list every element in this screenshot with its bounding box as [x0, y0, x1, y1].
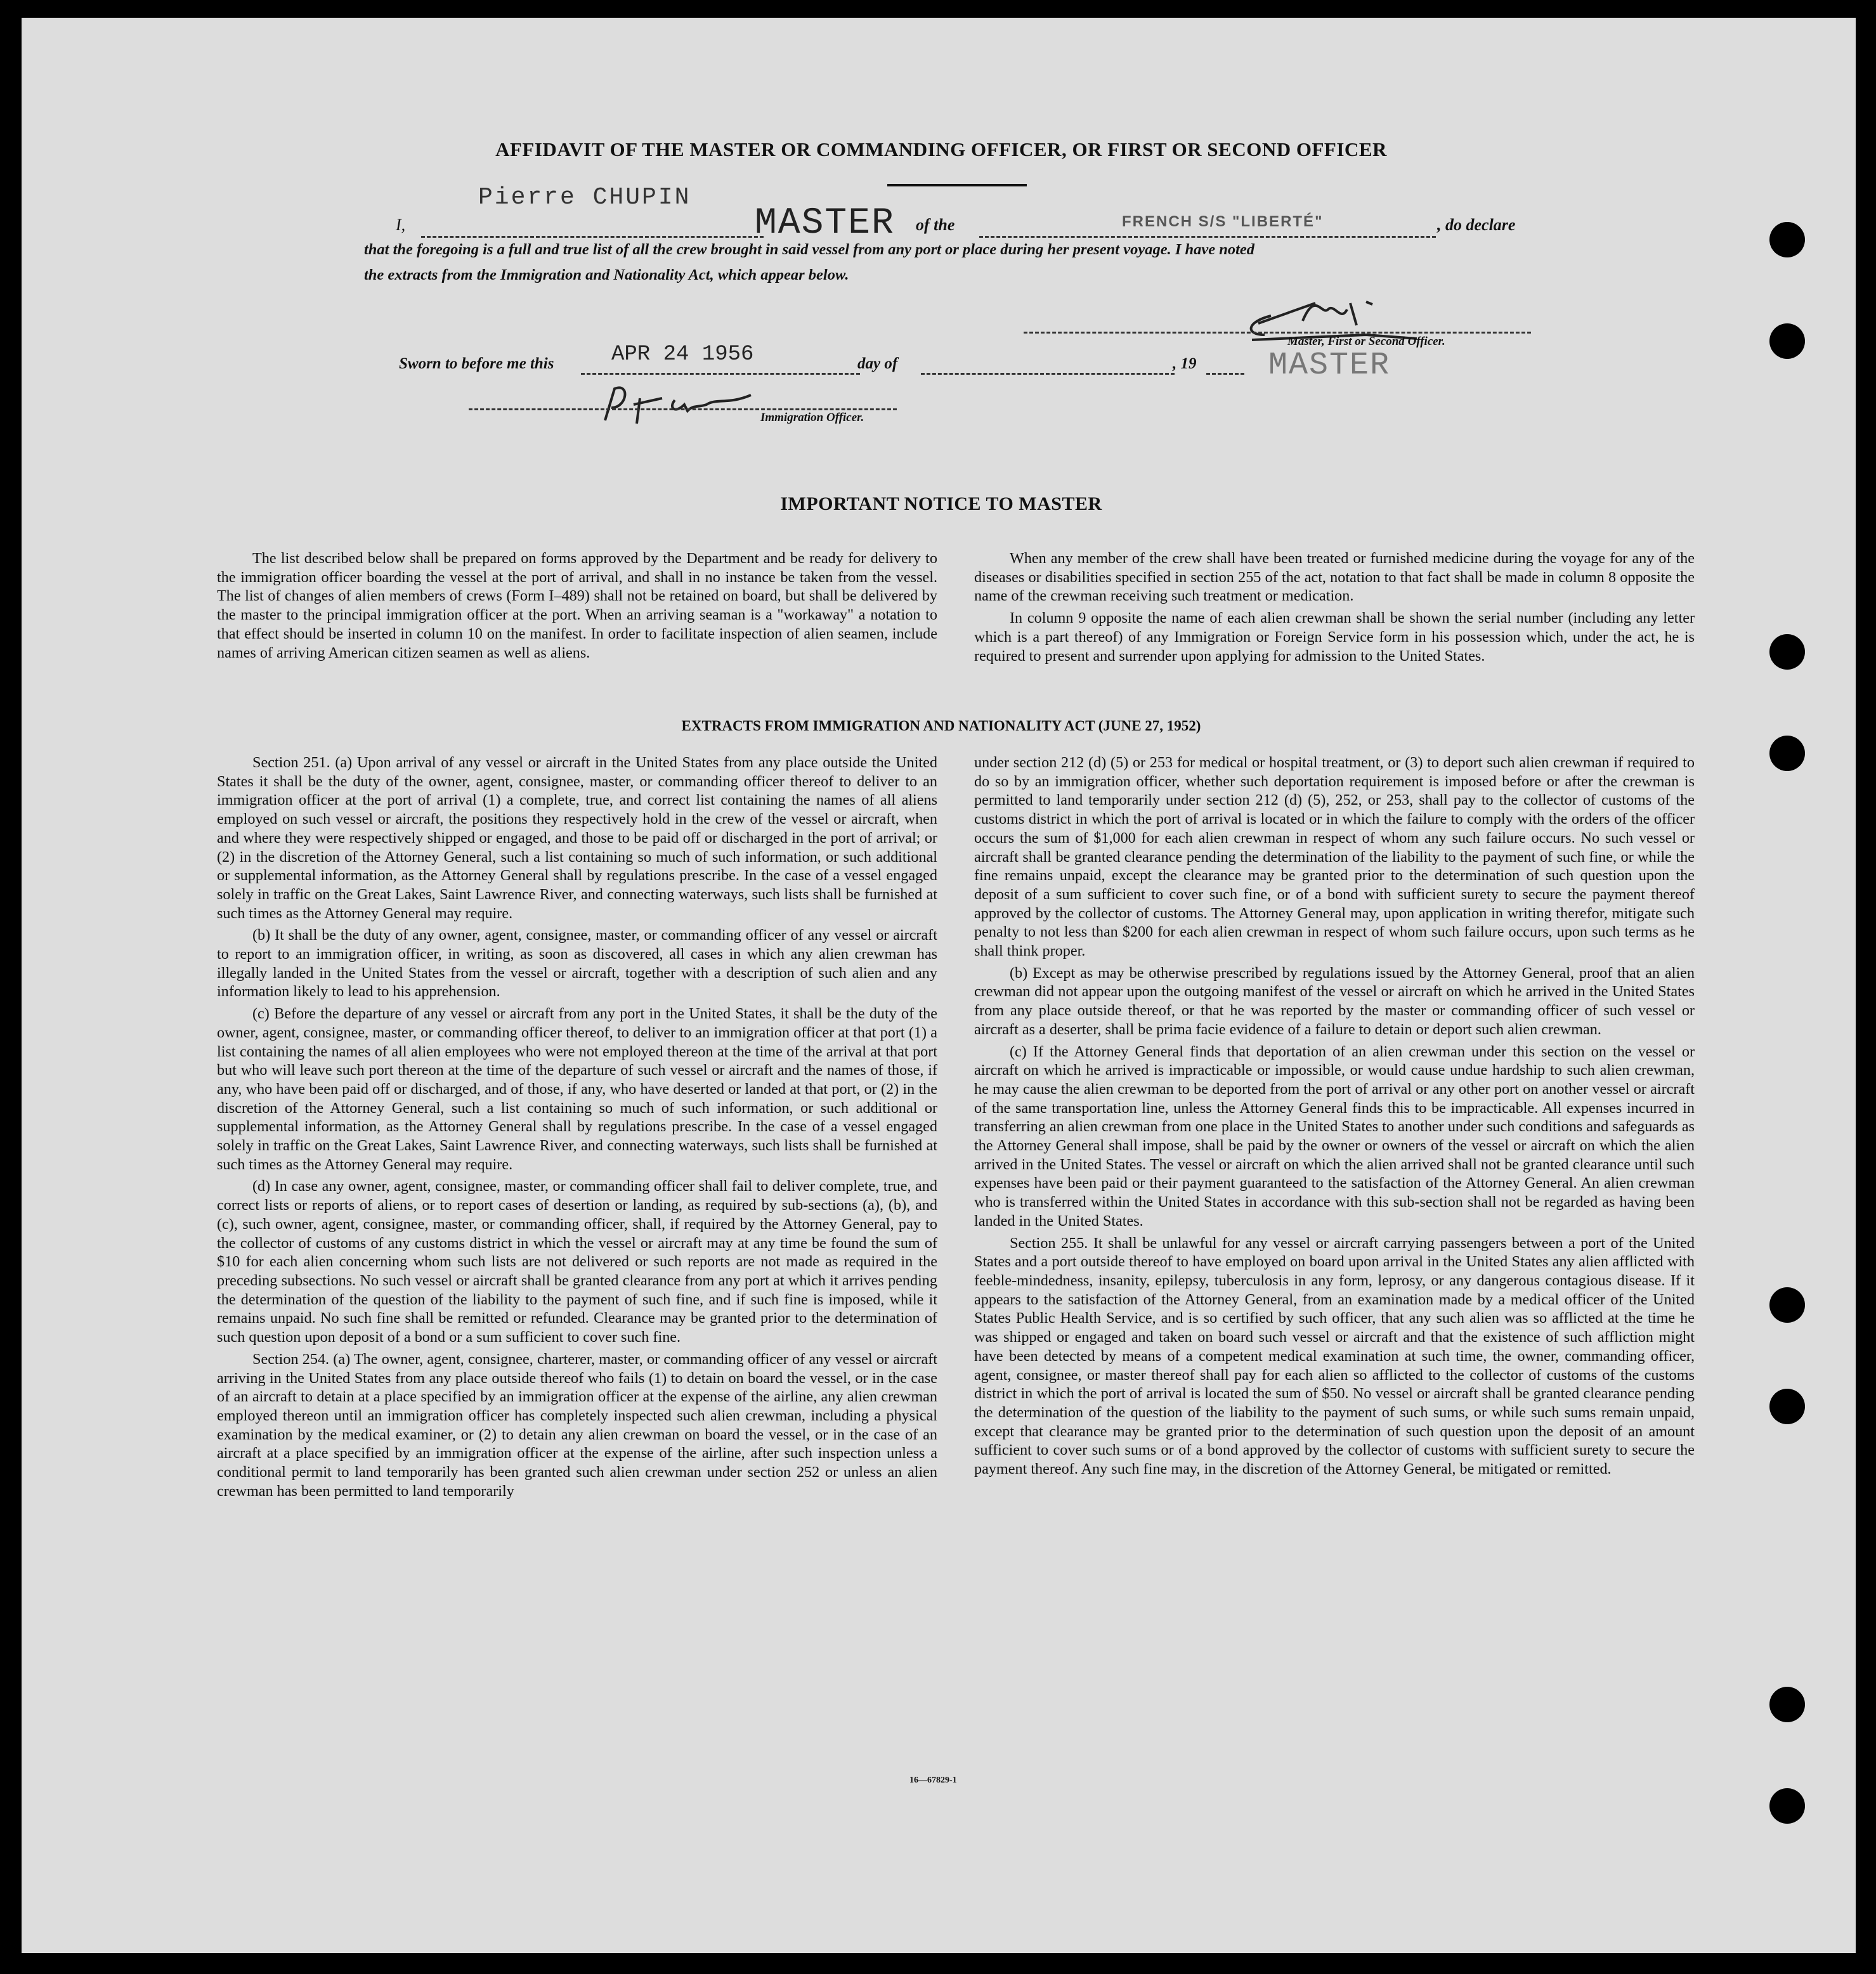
of-the-label: of the — [916, 216, 955, 234]
act-paragraph: Section 254. (a) The owner, agent, consignee, charterer, master, or commanding officer of any vessel or aircraft arriving in the United States from any place outside thereof who fails (1) to detain on board the vessel, or in the case of an aircraft to detain at a place specified by an immigration officer at the expense of the airline, any alien crewman employed thereon until an immigration officer has completely inspected such alien crewman, including a physical examination by the medical examiner, or (2) to detain any alien crewman on board the vessel, or in the case of an aircraft at a place specified by an immigration officer at the expense of the airline, after such inspection unless a conditional permit to land temporarily has been granted such alien crewman under section 252 or unless an alien crewman has been permitted to land temporarily — [217, 1350, 937, 1500]
act-paragraph: (c) If the Attorney General finds that deportation of an alien crewman under this section on the vessel or aircraft on which he arrived is impracticable or impossible, or would cause undue hardship to such alien crewman, he may cause the alien crewman to be deported from the port of arrival or any other port on another vessel or aircraft of the same transportation line, unless the Attorney General finds this to be impracticable. All expenses incurred in transferring an alien crewman from one place in the United States to another under such conditions and safeguards as the Attorney General shall impose, shall be paid by the owner or owners of the vessel or aircraft on which the alien arrived in the United States. The vessel or aircraft on which the alien arrived shall not be granted clearance until such expenses have been paid or their payment guaranteed to the satisfaction of the Attorney General. An alien crewman who is transferred within the United States in accordance with this sub-section shall not be regarded as having been landed in the United States. — [974, 1042, 1695, 1230]
master-signature-line — [1024, 332, 1531, 334]
do-declare-label: , do declare — [1437, 216, 1516, 234]
extracts-right-column — [974, 753, 1695, 1482]
immigration-officer-line — [469, 408, 897, 410]
punch-hole — [1769, 1788, 1805, 1824]
declaration-line-2: the extracts from the Immigration and Nationality Act, which appear below. — [364, 266, 849, 283]
immigration-officer-signature — [580, 370, 808, 439]
month-line — [921, 373, 1175, 375]
master-stamp: MASTER — [1268, 347, 1391, 384]
notice-title: IMPORTANT NOTICE TO MASTER — [780, 493, 1102, 514]
immigration-officer-label: Immigration Officer. — [760, 411, 864, 424]
i-label: I, — [396, 216, 406, 234]
punch-hole — [1769, 1389, 1805, 1424]
punch-hole — [1769, 1287, 1805, 1323]
year-line — [1206, 373, 1244, 375]
form-code: 16—67829-1 — [909, 1776, 957, 1785]
punch-hole — [1769, 634, 1805, 670]
document-page — [22, 18, 1856, 1953]
name-line — [421, 236, 764, 238]
punch-hole — [1769, 736, 1805, 771]
extracts-title: EXTRACTS FROM IMMIGRATION AND NATIONALITY ACT (JUNE 27, 1952) — [681, 718, 1201, 734]
notice-right-column — [974, 549, 1695, 668]
officer-name: Pierre CHUPIN — [478, 184, 691, 211]
notice-paragraph: In column 9 opposite the name of each alien crewman shall be shown the serial number (including any letter which is a part thereof) of any Immigration or Foreign Service form in his possession which, under the act, he is required to present and surrender upon applying for admission to the United States. — [974, 609, 1695, 665]
day-of-label: day of — [857, 355, 898, 372]
punch-hole — [1769, 1687, 1805, 1722]
declaration-line-1: that the foregoing is a full and true list of all the crew brought in said vessel from any port or place during her present voyage. I have noted — [364, 241, 1255, 258]
act-paragraph: (b) It shall be the duty of any owner, agent, consignee, master, or commanding officer of any vessel or aircraft to report to an immigration officer, in writing, as soon as discovered, all cases in which any alien crewman has illegally landed in the United States from the vessel or aircraft, together with a description of such alien and any information likely to lead to his apprehension. — [217, 926, 937, 1001]
affidavit-title: AFFIDAVIT OF THE MASTER OR COMMANDING OFFICER, OR FIRST OR SECOND OFFICER — [495, 138, 1387, 160]
act-paragraph: Section 255. It shall be unlawful for any vessel or aircraft carrying passengers between a port of the United States and a port outside thereof to have employed on board upon arrival in the United States any alien afflicted with feeble-mindedness, insanity, epilepsy, tuberculosis in any form, leprosy, or any dangerous contagious disease. If it appears to the satisfaction of the Attorney General, from an examination made by a medical officer of the United States Public Health Service, and is so certified by such officer, that any such alien was so afflicted at the time he was shipped or engaged and taken on board such vessel or aircraft and that the existence of such affliction might have been detected by means of a competent medical examination at such time, the owner, commanding officer, agent, consignee, or master thereof shall pay for each alien so afflicted to the collector of customs of the customs district in which the port of arrival is located the sum of $50. No vessel or aircraft shall be granted clearance pending the determination of the question of the liability to the payment of such sums, or while such sums remain unpaid, except that clearance may be granted prior to the determination of such question upon the deposit of an amount sufficient to cover such sums or of a bond approved by the collector of customs with sufficient surety to secure the payment thereof. Any such fine may, in the discretion of the Attorney General, be mitigated or remitted. — [974, 1234, 1695, 1478]
vessel-line — [979, 236, 1436, 238]
sworn-label: Sworn to before me this — [399, 355, 554, 372]
act-paragraph: (b) Except as may be otherwise prescribed by regulations issued by the Attorney General, proof that an alien crewman did not appear upon the outgoing manifest of the vessel or aircraft on which he arrived in the United States from any place outside thereof, or that he was reported by the master or commanding officer of such vessel or aircraft as a deserter, shall be prima facie evidence of a failure to detain or deport such alien crewman. — [974, 964, 1695, 1038]
year-label: , 19 — [1173, 355, 1197, 372]
notice-paragraph: The list described below shall be prepared on forms approved by the Department and be ready for delivery to the immigration officer boarding the vessel at the port of arrival, and shall in no instance be taken from the vessel. The list of changes of alien members of crews (Form I–489) shall not be retained on board, but shall be delivered by the master to the principal immigration officer at the port. When an arriving seaman is a "workaway" a notation to that effect should be inserted in column 10 on the manifest. In order to facilitate inspection of alien seamen, include names of arriving American citizen seamen as well as aliens. — [217, 550, 937, 661]
act-paragraph: Section 251. (a) Upon arrival of any vessel or aircraft in the United States from any place outside the United States it shall be the duty of the owner, agent, consignee, master, or commanding officer thereof to deliver to an immigration officer at the port of arrival (1) a complete, true, and correct list containing the names of all aliens employed on such vessel or aircraft, the positions they respectively hold in the crew of the vessel or aircraft, when and where they were respectively shipped or engaged, and those to be paid off or discharged in the port of arrival; or (2) in the discretion of the Attorney General, such a list containing so much of such information, or such additional or supplemental information, as the Attorney General shall by regulations prescribe. In the case of a vessel engaged solely in traffic on the Great Lakes, Saint Lawrence River, and connecting waterways, such lists shall be furnished at such times as the Attorney General may require. — [217, 754, 937, 922]
punch-hole — [1769, 222, 1805, 257]
master-signature-label: Master, First or Second Officer. — [1287, 335, 1445, 348]
act-paragraph: (c) Before the departure of any vessel or aircraft from any port in the United States, it shall be the duty of the owner, agent, consignee, master, or commanding officer thereof, to deliver to an immigration officer at that port (1) a list containing the names of all alien employees who were not employed thereon at the time of the arrival at that port but who will leave such port thereon at the time of the departure of such vessel or aircraft and the names of those, if any, who have been paid off or discharged, and of those, if any, who have deserted or landed at that port, or (2) in the discretion of the Attorney General, such a list containing so much of such information, or such additional or supplemental information, as the Attorney General shall by regulations prescribe. In the case of a vessel engaged solely in traffic on the Great Lakes, Saint Lawrence River, and connecting waterways, such lists shall be furnished at such times as the Attorney General may require. — [217, 1005, 937, 1173]
sworn-date: APR 24 1956 — [611, 342, 754, 367]
vessel-name: FRENCH S/S "LIBERTÉ" — [1122, 213, 1324, 230]
title-rule — [887, 184, 1027, 186]
notice-paragraph: When any member of the crew shall have been treated or furnished medicine during the voyage for any of the diseases or disabilities specified in section 255 of the act, notation to that fact shall be made in column 8 opposite the name of the crewman receiving such treatment or medication. — [974, 550, 1695, 605]
act-paragraph: (d) In case any owner, agent, consignee, master, or commanding officer shall fail to deliver complete, true, and correct lists or reports of aliens, or to report cases of desertion or landing, as required by sub-sections (a), (b), and (c), such owner, agent, consignee, master, or commanding officer, shall, if required by the Attorney General, pay to the collector of customs of any customs district in which the vessel or aircraft may at any time be found the sum of $10 for each alien concerning whom such lists are not delivered or such reports are not made as required in the preceding subsections. No such vessel or aircraft shall be granted clearance from any port at which it arrives pending the determination of the question of the liability to the payment of such fine, and if such fine is imposed, while it remains unpaid. No such fine shall be remitted or refunded. Clearance may be granted prior to the determination of such question upon deposit of a bond or a sum sufficient to cover such fine. — [217, 1178, 937, 1346]
punch-hole — [1769, 323, 1805, 359]
rank-stamp: MASTER — [755, 203, 895, 244]
notice-left-column — [217, 549, 937, 665]
extracts-left-column — [217, 753, 937, 1503]
act-paragraph: under section 212 (d) (5) or 253 for medical or hospital treatment, or (3) to deport such alien crewman if required to do so by an immigration officer, whether such deportation requirement is imposed before or after the crewman is permitted to land temporarily under section 212 (d) (5), 252, or 253, shall pay to the collector of customs of the customs district in which the port of arrival is located or in which the failure to comply with the orders of the officer occurs the sum of $1,000 for each alien crewman in respect of whom any such failure occurs. No such vessel or aircraft shall be granted clearance pending the determination of the liability to the payment of such fine, or while the fine remains unpaid, except the clearance may be granted prior to the determination of such question upon the deposit of a sum sufficient to cover such fine, or of a bond with sufficient surety to secure the payment thereof approved by the collector of customs. The Attorney General may, upon application in writing therefor, mitigate such penalty to not less than $200 for each alien crewman in respect of whom such failure occurs, upon such terms as he shall think proper. — [974, 754, 1695, 960]
